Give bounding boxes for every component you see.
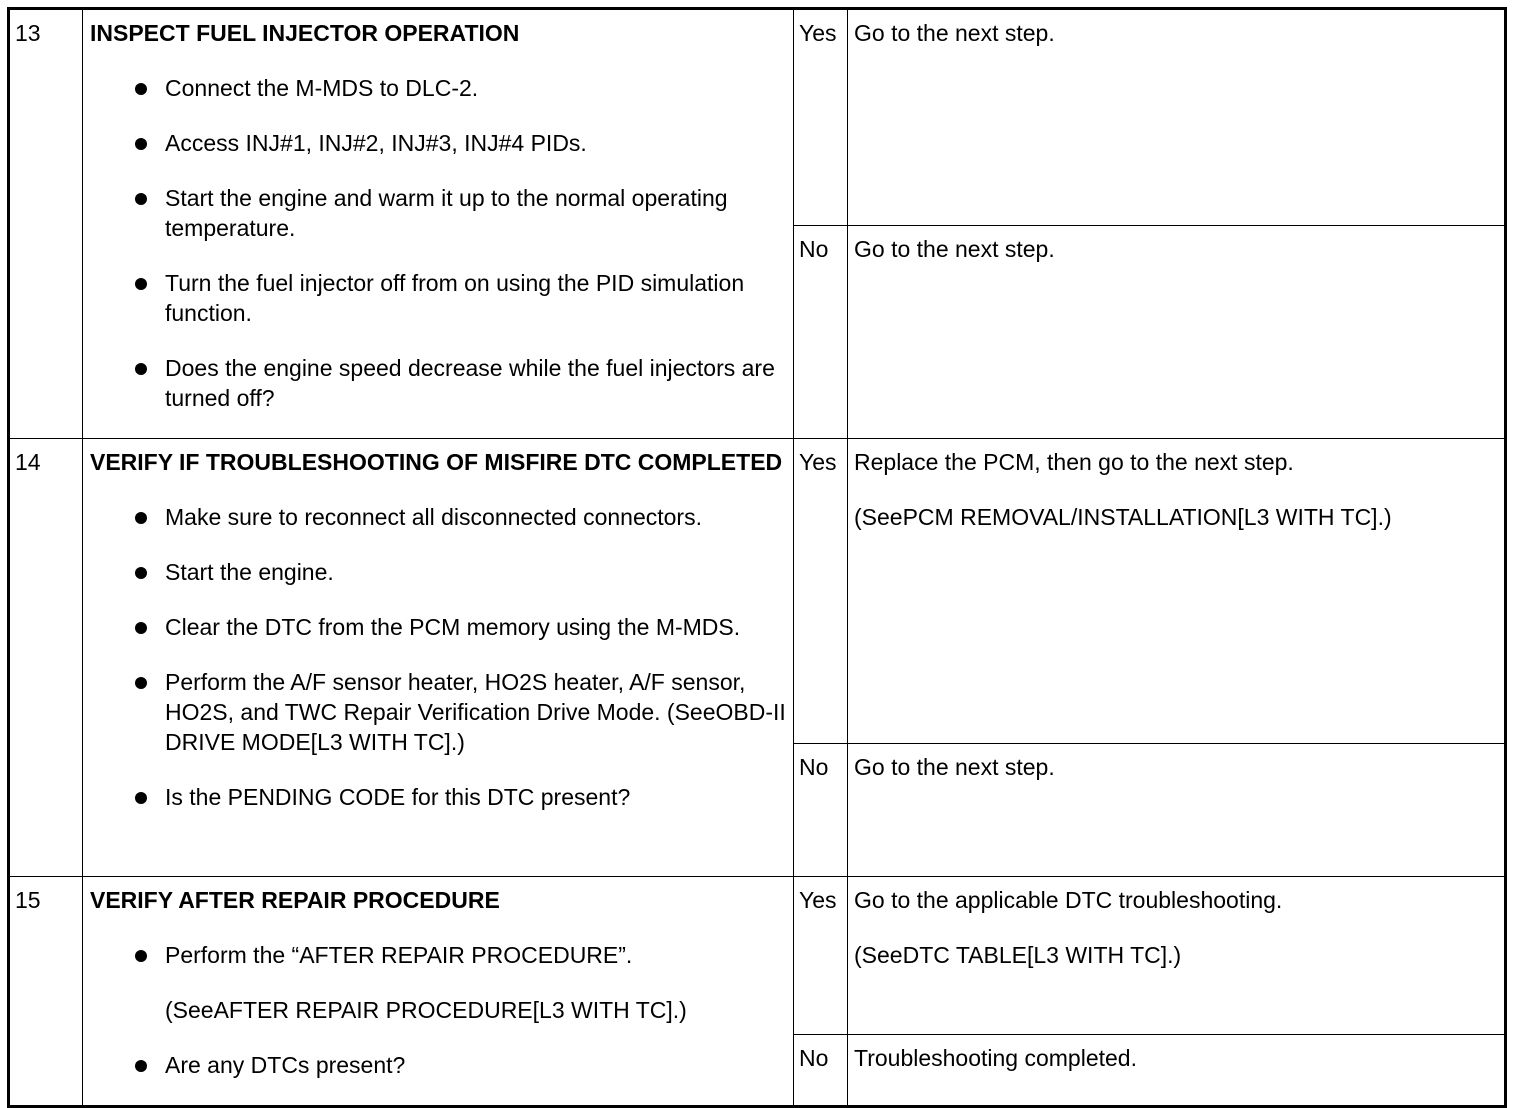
bullet-text: Is the PENDING CODE for this DTC present? [165,784,631,810]
diagnostic-procedure-table [7,7,1507,1108]
bullet-icon [135,622,147,634]
bullet-text: Connect the M-MDS to DLC-2. [165,75,479,101]
step-title: INSPECT FUEL INJECTOR OPERATION [90,20,520,46]
result-no-label: No [794,225,848,438]
bullet-text: Start the engine and warm it up to the normal operating temperature. [165,185,728,241]
step-title: VERIFY AFTER REPAIR PROCEDURE [90,887,500,913]
outcome-text: Go to the applicable DTC troubleshooting. [854,887,1283,913]
step-action-cell [83,9,794,439]
bullet-text: Does the engine speed decrease while the fuel injectors are turned off? [165,355,775,411]
step-bullet-list [90,502,787,812]
procedure-reference-link[interactable]: (SeeAFTER REPAIR PROCEDURE[L3 WITH TC].) [165,997,687,1023]
bullet-text: Perform the A/F sensor heater, HO2S heater, A/F sensor, HO2S, and TWC Repair Verification Drive Mode. (SeeOBD-II DRIVE MODE[L3 WITH TC].) [165,669,786,755]
bullet-item [90,502,787,532]
outcome-text: Replace the PCM, then go to the next step. [854,449,1294,475]
bullet-item [90,612,787,642]
bullet-text: Clear the DTC from the PCM memory using the M-MDS. [165,614,741,640]
bullet-item [90,667,787,757]
result-no-outcome [848,744,1506,877]
bullet-icon [135,83,147,95]
step-bullet-list [90,940,787,970]
step-bullet-list [90,1050,787,1080]
bullet-item [90,782,787,812]
result-yes-outcome [848,439,1506,744]
outcome-reference-link[interactable]: (SeePCM REMOVAL/INSTALLATION[L3 WITH TC].) [854,504,1392,530]
bullet-icon [135,363,147,375]
step-14-yes-row [9,439,1506,744]
result-yes-label: Yes [794,877,848,1035]
outcome-text: Go to the next step. [854,20,1055,46]
step-bullet-list [90,73,787,413]
result-yes-outcome [848,9,1506,226]
bullet-item [90,268,787,328]
step-action-cell [83,439,794,877]
result-yes-label: Yes [794,439,848,744]
step-number: 14 [9,439,83,877]
bullet-icon [135,1060,147,1072]
step-title: VERIFY IF TROUBLESHOOTING OF MISFIRE DTC COMPLETED [90,449,783,475]
bullet-text: Access INJ#1, INJ#2, INJ#3, INJ#4 PIDs. [165,130,587,156]
bullet-item [90,557,787,587]
bullet-item [90,1050,787,1080]
result-yes-label: Yes [794,9,848,226]
result-no-outcome [848,1035,1506,1107]
bullet-item [90,128,787,158]
bullet-item [90,183,787,243]
bullet-text: Turn the fuel injector off from on using the PID simulation function. [165,270,745,326]
bullet-text: Are any DTCs present? [165,1052,406,1078]
bullet-text: Perform the “AFTER REPAIR PROCEDURE”. [165,942,633,968]
result-no-label: No [794,744,848,877]
bullet-icon [135,677,147,689]
outcome-text: Troubleshooting completed. [854,1045,1137,1072]
bullet-icon [135,792,147,804]
bullet-icon [135,193,147,205]
outcome-text: Go to the next step. [854,754,1055,780]
step-number: 15 [9,877,83,1107]
step-number: 13 [9,9,83,439]
bullet-icon [135,512,147,524]
bullet-item [90,73,787,103]
step-action-cell [83,877,794,1107]
bullet-icon [135,278,147,290]
result-no-label: No [794,1035,848,1107]
step-13-yes-row [9,9,1506,226]
result-no-outcome [848,225,1506,438]
result-yes-outcome [848,877,1506,1035]
bullet-icon [135,138,147,150]
outcome-text: Go to the next step. [854,235,1055,262]
bullet-item [90,940,787,970]
outcome-reference-link[interactable]: (SeeDTC TABLE[L3 WITH TC].) [854,942,1182,968]
bullet-text: Make sure to reconnect all disconnected connectors. [165,504,702,530]
bullet-text: Start the engine. [165,559,334,585]
bullet-item [90,353,787,413]
bullet-icon [135,950,147,962]
bullet-icon [135,567,147,579]
step-15-yes-row [9,877,1506,1035]
